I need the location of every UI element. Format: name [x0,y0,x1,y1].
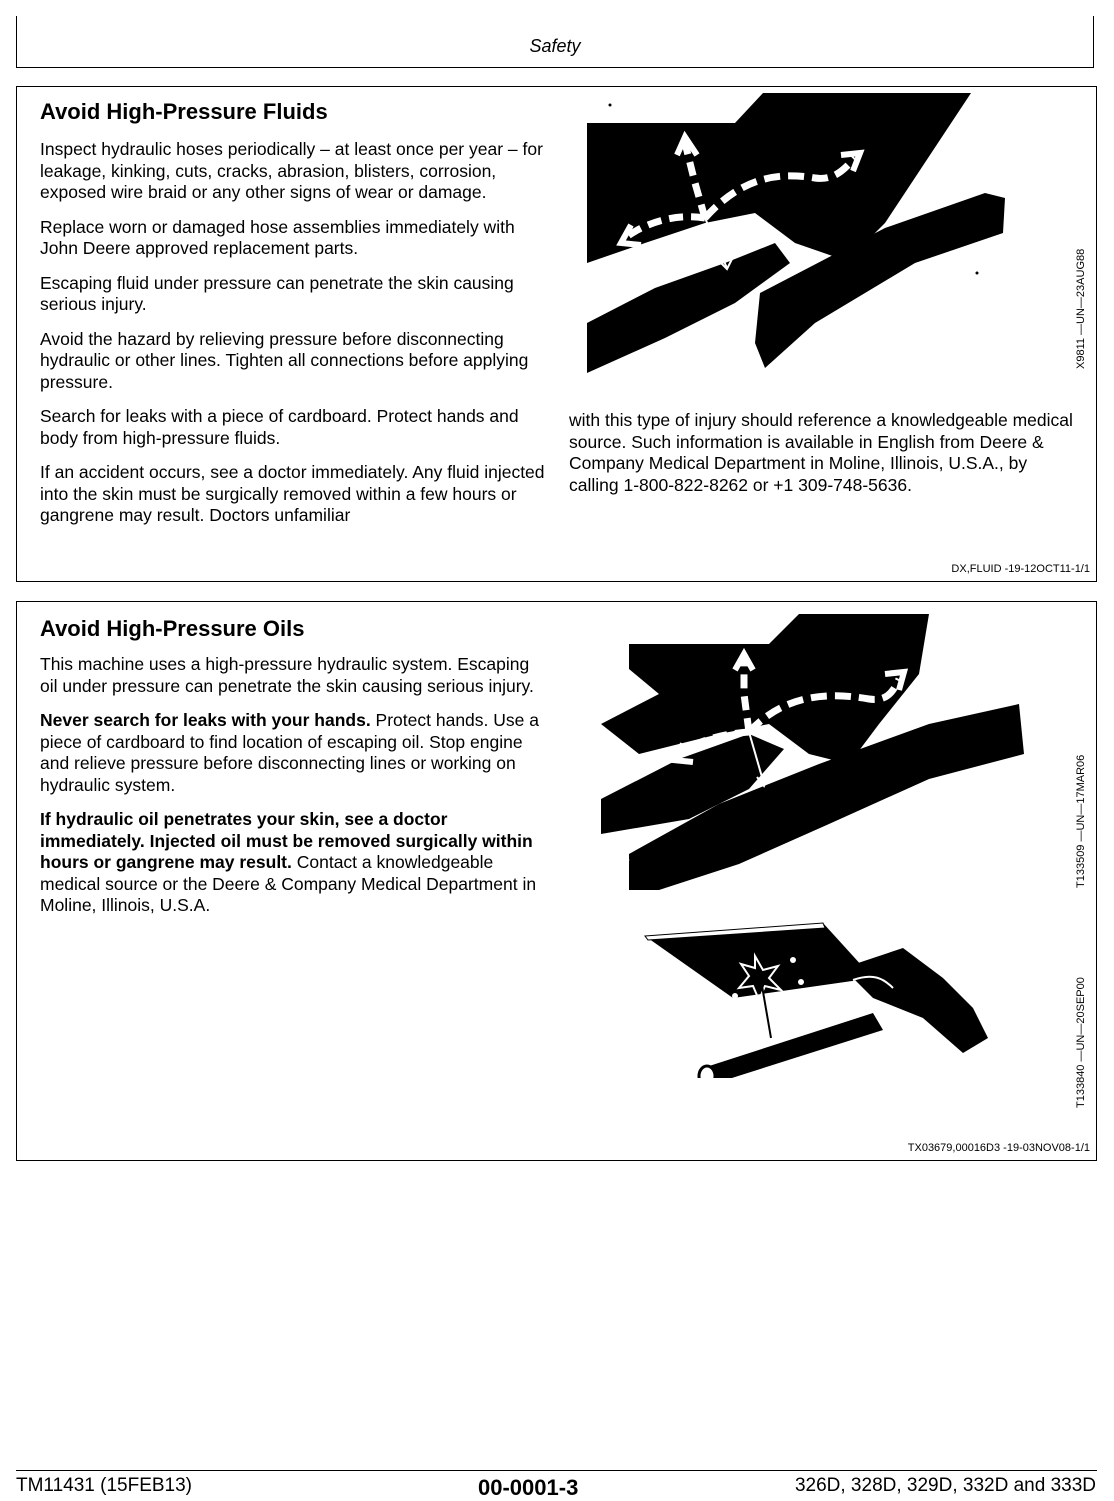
paragraph: Inspect hydraulic hoses periodically – at least once per year – for leakage, kinking, cuts, cracks, abrasion, blisters, corrosion, exposed wire braid or any other signs of wear or damage. [40,139,543,202]
footer-manual-id: TM11431 (15FEB13) [16,1475,193,1496]
image-label: T133840 —UN—20SEP00 [1075,977,1087,1108]
footer-divider [16,1470,1097,1471]
footer-page-number: 00-0001-3 [478,1475,579,1500]
section-body-right [569,410,1079,496]
high-pressure-fluid-hand-icon [585,93,1025,373]
paragraph: If an accident occurs, see a doctor immediately. Any fluid injected into the skin must be surgically removed within a few hours or gangrene may result. Doctors unfamiliar [40,462,545,525]
section-title: Avoid High-Pressure Fluids [40,99,328,124]
bold-warning: Never search for leaks with your hands. [40,710,371,730]
footer-models: 326D, 328D, 329D, 332D and 333D [794,1475,1096,1496]
high-pressure-oil-hand-icon [599,614,1029,890]
section-title: Avoid High-Pressure Oils [40,616,305,641]
paragraph [40,809,550,917]
paragraph: Escaping fluid under pressure can penetrate the skin causing serious injury. [40,272,514,314]
page-header [16,16,1094,68]
bold-warning: If hydraulic oil penetrates your skin, see a doctor immediately. Injected oil must be removed surgically within hours or gangrene may result. [40,809,533,872]
paragraph-text: Contact a knowledgeable medical source or the Deere & Company Medical Department in Moline, Illinois, U.S.A. [40,852,537,915]
paragraph: Replace worn or damaged hose assemblies immediately with John Deere approved replacement parts. [40,216,515,258]
reference-code: TX03679,00016D3 -19-03NOV08-1/1 [907,1142,1090,1154]
paragraph: This machine uses a high-pressure hydraulic system. Escaping oil under pressure can penetrate the skin causing serious injury. [40,654,534,696]
section-high-pressure-fluids [16,86,1097,582]
image-label: X9811 —UN—23AUG88 [1075,248,1087,369]
cardboard-leak-search-icon [643,918,1003,1078]
paragraph: Avoid the hazard by relieving pressure before disconnecting hydraulic or other lines. Tighten all connections before applying pressure. [40,328,529,392]
reference-code: DX,FLUID -19-12OCT11-1/1 [951,563,1090,575]
image-label: T133509 —UN—17MAR06 [1075,754,1087,888]
section-body-left [40,139,550,540]
paragraph [40,710,550,796]
header-title: Safety [529,36,581,56]
paragraph-continuation: with this type of injury should reference a knowledgeable medical source. Such information is available in English from Deere & Company Medical Department in Moline, Illinois, U.S.A., by calling 1-800-822-8262 or +1 309-748-5636. [569,410,1073,495]
paragraph-text: Protect hands. Use a piece of cardboard to find location of escaping oil. Stop engine and relieve pressure before disconnecting lines or working on hydraulic system. [40,710,539,795]
paragraph: Search for leaks with a piece of cardboard. Protect hands and body from high-pressure fluids. [40,406,519,448]
section-high-pressure-oils [16,601,1097,1161]
section-body-left [40,654,550,930]
